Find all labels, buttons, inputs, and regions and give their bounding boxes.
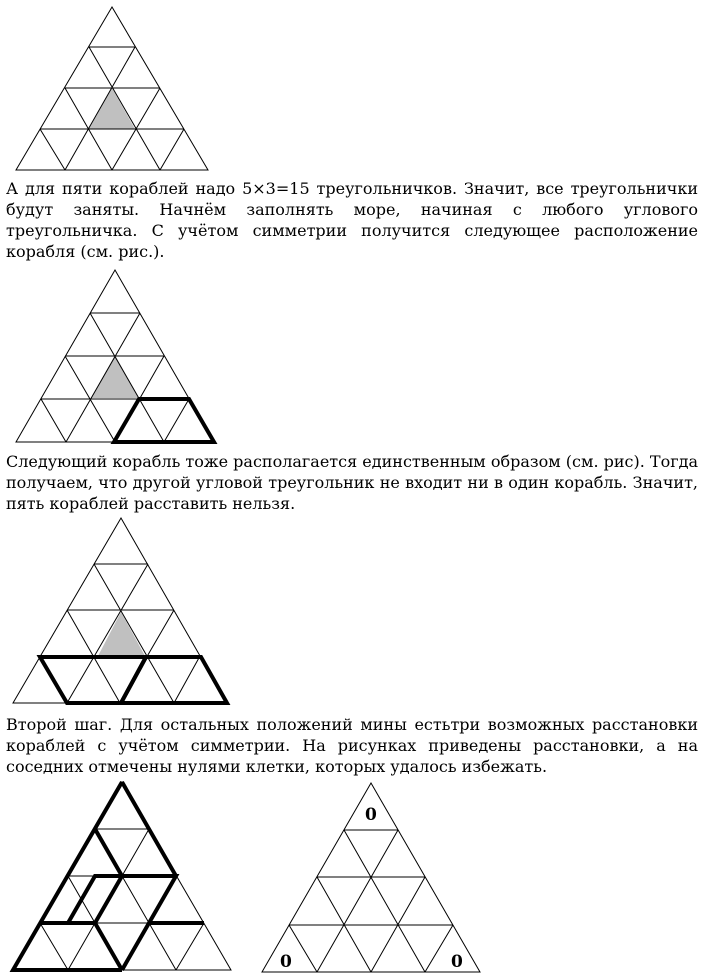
figure-5-triangle-grid bbox=[262, 783, 480, 972]
figure-1-triangle-grid bbox=[16, 7, 208, 170]
paragraph-text: А для пяти кораблей надо 5×3=15 треугольничков. Значит, все треугольнички будут заняты. Начнём заполнять море, начиная с любого углового треугольничка. С учётом симметрии получится следующее расположение корабля (см. рис.). bbox=[6, 179, 698, 261]
figure-3-triangle-grid bbox=[13, 518, 227, 703]
mine-cell bbox=[91, 355, 139, 398]
zero-mark-top: 0 bbox=[365, 805, 377, 825]
ship-outline bbox=[114, 399, 214, 442]
paragraph-next-ship bbox=[6, 451, 698, 514]
paragraph-text: Второй шаг. Для остальных положений мины естьтри возможных расстановки кораблей с учётом симметрии. На рисунках приведены расстановки, а на соседних отмечены нулями клетки, которых удалось избежать. bbox=[6, 715, 698, 776]
mine-cell bbox=[89, 88, 135, 129]
ship-outline bbox=[40, 657, 146, 703]
paragraph-second-step bbox=[6, 714, 698, 777]
paragraph-five-ships bbox=[6, 178, 698, 262]
ship-outline bbox=[121, 657, 227, 703]
ship-outline bbox=[13, 782, 204, 970]
figure-2-triangle-grid bbox=[16, 270, 214, 442]
zero-mark-bottom-right: 0 bbox=[451, 952, 463, 972]
paragraph-text: Следующий корабль тоже располагается единственным образом (см. рис). Тогда получаем, что другой угловой треугольник не входит ни в один корабль. Значит, пять кораблей расставить нельзя. bbox=[6, 452, 698, 513]
mine-cell bbox=[98, 612, 145, 656]
zero-mark-bottom-left: 0 bbox=[280, 952, 292, 972]
figure-4-triangle-grid bbox=[13, 782, 231, 970]
